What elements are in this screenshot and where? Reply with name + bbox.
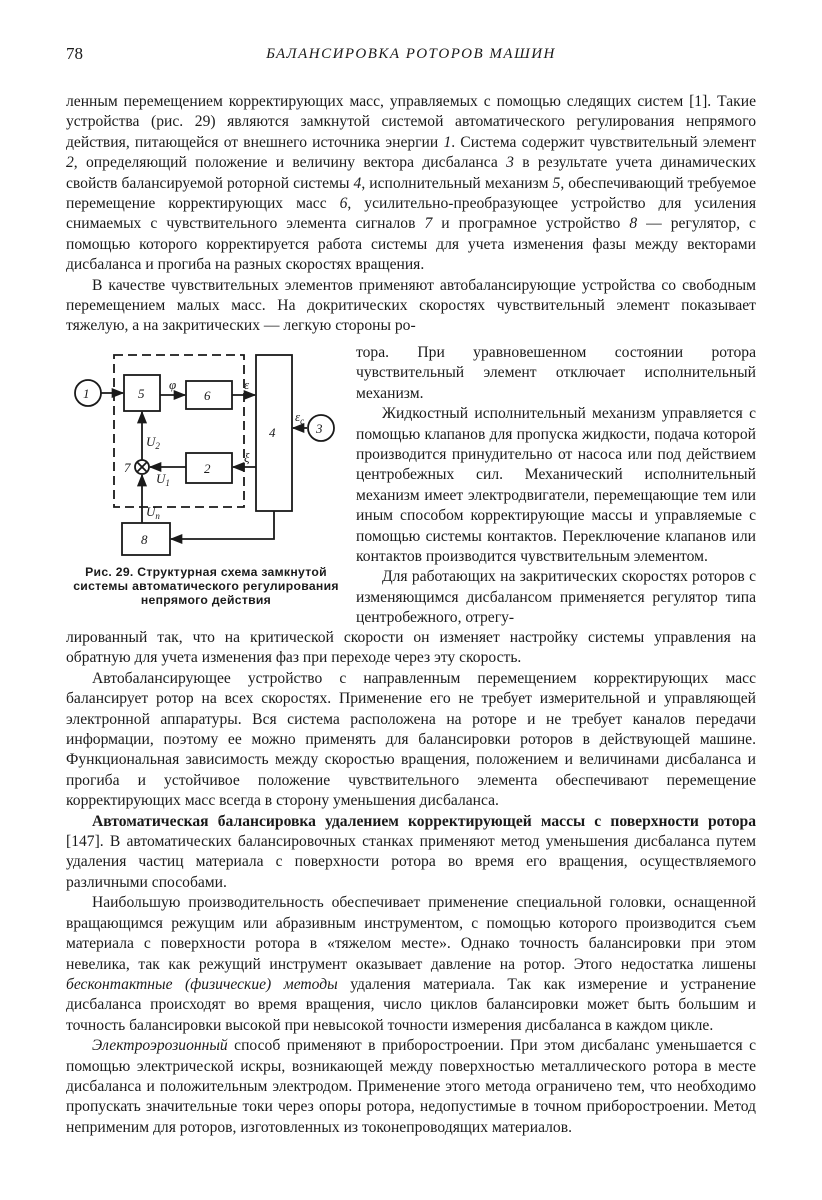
paragraph-7: Наибольшую производительность обеспечивает применение специальной головки, оснащенной вращающимся режущим или абразивным инструментом, с помощью которого производится съем материала с поверхности ротора в «тяжелом месте». Однако точность балансировки при этом невелика, так как режущий инструмент оказывает давление на ротор. Этого недостатка лишены бесконтактные (физические) методы удаления материала. Так как измерение и устранение дисбаланса происходят во время вращения, число циклов балансировки может быть большим и точность балансировки высокой при невысокой точности измерения дисбаланса в каждом цикле. xyxy=(66,894,756,1034)
paragraph-6: Автоматическая балансировка удалением корректирующей массы с поверхности ротора [147]. В автоматических балансировочных станках применяют метод уменьшения дисбаланса путем удаления частиц материала с поверхности ротора во время его вращения, осуществляемого различными способами. xyxy=(66,812,756,891)
block-diagram xyxy=(66,343,346,565)
page-number: 78 xyxy=(66,44,83,63)
paragraph-4-start: Для работающих на закритических скоростях роторов с изменяющимся дисбалансом применяется регулятор типа центробежного, отрегу- xyxy=(356,568,756,627)
paragraph-1: ленным перемещением корректирующих масс, управляемых с помощью следящих систем [1]. Такие устройства (рис. 29) являются замкнутой системой автоматического регулирования непрямого действия, питающейся от внешнего источника энергии 1. Система содержит чувствительный элемент 2, определяющий положение и величину вектора дисбаланса 3 в результате учета динамических свойств балансируемой роторной системы 4, исполнительный механизм 5, обеспечивающий требуемое перемещение корректирующих масс 6, усилительно-преобразующее устройство для усиления снимаемых с чувствительного элемента сигналов 7 и програмное устройство 8 — регулятор, с помощью которого корректируется работа системы для учета изменения фазы между векторами дисбаланса и прогиба на разных скоростях вращения. xyxy=(66,93,757,274)
label-1: 1 xyxy=(83,386,90,401)
figure-29 xyxy=(66,343,346,611)
label-eps-c: $\varepsilon_c$ xyxy=(295,409,305,426)
label-8: 8 xyxy=(141,532,148,547)
label-un: $U_п$ xyxy=(146,504,160,521)
label-eps: ε xyxy=(244,377,250,392)
figure-caption: Рис. 29. Структурная схема замкнутой системы автоматического регулирования непрямого действия xyxy=(73,565,339,607)
label-phi: φ xyxy=(169,377,177,392)
paragraph-4-end: лированный так, что на критической скорости он изменяет настройку системы управления на обратную для учета изменения фаз при переходе через эту скорость. xyxy=(66,629,756,667)
paragraph-5: Автобалансирующее устройство с направленным перемещением корректирующих масс балансирует ротор на всех скоростях. Применение его не требует измерительной и управляющей электронной аппаратуры. Вся система расположена на роторе и не требует каналов передачи информации, поэтому ее можно применять для балансировки роторов в действующей машине. Функциональная зависимость между скоростью вращения, положением и величинами дисбаланса и прогиба и устойчивое положение чувствительного элемента обеспечивают перемещение корректирующих масс всегда в сторону уменьшения дисбаланса. xyxy=(66,669,756,810)
label-7: 7 xyxy=(124,460,131,475)
label-2: 2 xyxy=(204,461,211,476)
label-3: 3 xyxy=(316,421,323,436)
label-5: 5 xyxy=(138,386,145,401)
paragraph-3: Жидкостный исполнительный механизм управляется с помощью клапанов для пропуска жидкости, подача которой производится принудительно от насоса или под действием центробежных сил. Механический исполнительный механизм имеет электродвигатели, перемещающие тем или иным способом корректирующие массы и управляемые с помощью системы контактов. Переключение клапанов или контактов производится чувствительным элементом. xyxy=(356,405,756,566)
paragraph-8: Электроэрозионный способ применяют в приборостроении. При этом дисбаланс уменьшается с помощью электрической искры, возникающей между поверхностью металлического ротора в месте дисбаланса и положительным электродом. Применение этого метода ограничено тем, что необходимо пропускать значительные токи через опоры ротора, недопустимые в точном приборостроении. Метод неприменим для роторов, изготовленных из токонепроводящих материалов. xyxy=(66,1037,756,1136)
section-heading: Автоматическая балансировка удалением корректирующей массы с поверхности ротора xyxy=(92,812,756,830)
label-xi: ξ xyxy=(244,450,250,465)
label-u2: $U_2$ xyxy=(146,434,160,451)
label-4: 4 xyxy=(269,425,276,440)
text-block-wrapped xyxy=(356,343,756,629)
text-block-bottom xyxy=(66,628,756,1138)
page-header xyxy=(66,44,756,70)
running-title: БАЛАНСИРОВКА РОТОРОВ МАШИН xyxy=(266,46,556,62)
dashed-enclosure xyxy=(114,355,244,507)
text-block-top xyxy=(66,92,756,337)
paragraph-2: В качестве чувствительных элементов применяют автобалансирующие устройства со свободным перемещением малых масс. На докритических скоростях чувствительный элемент показывает тяжелую, а на закритических — легкую стороны ро- xyxy=(66,276,756,335)
paragraph-2-end: тора. При уравновешенном состоянии ротора чувствительный элемент отключает исполнительный механизм. xyxy=(356,344,756,402)
label-6: 6 xyxy=(204,388,211,403)
label-u1: $U_1$ xyxy=(156,471,170,488)
